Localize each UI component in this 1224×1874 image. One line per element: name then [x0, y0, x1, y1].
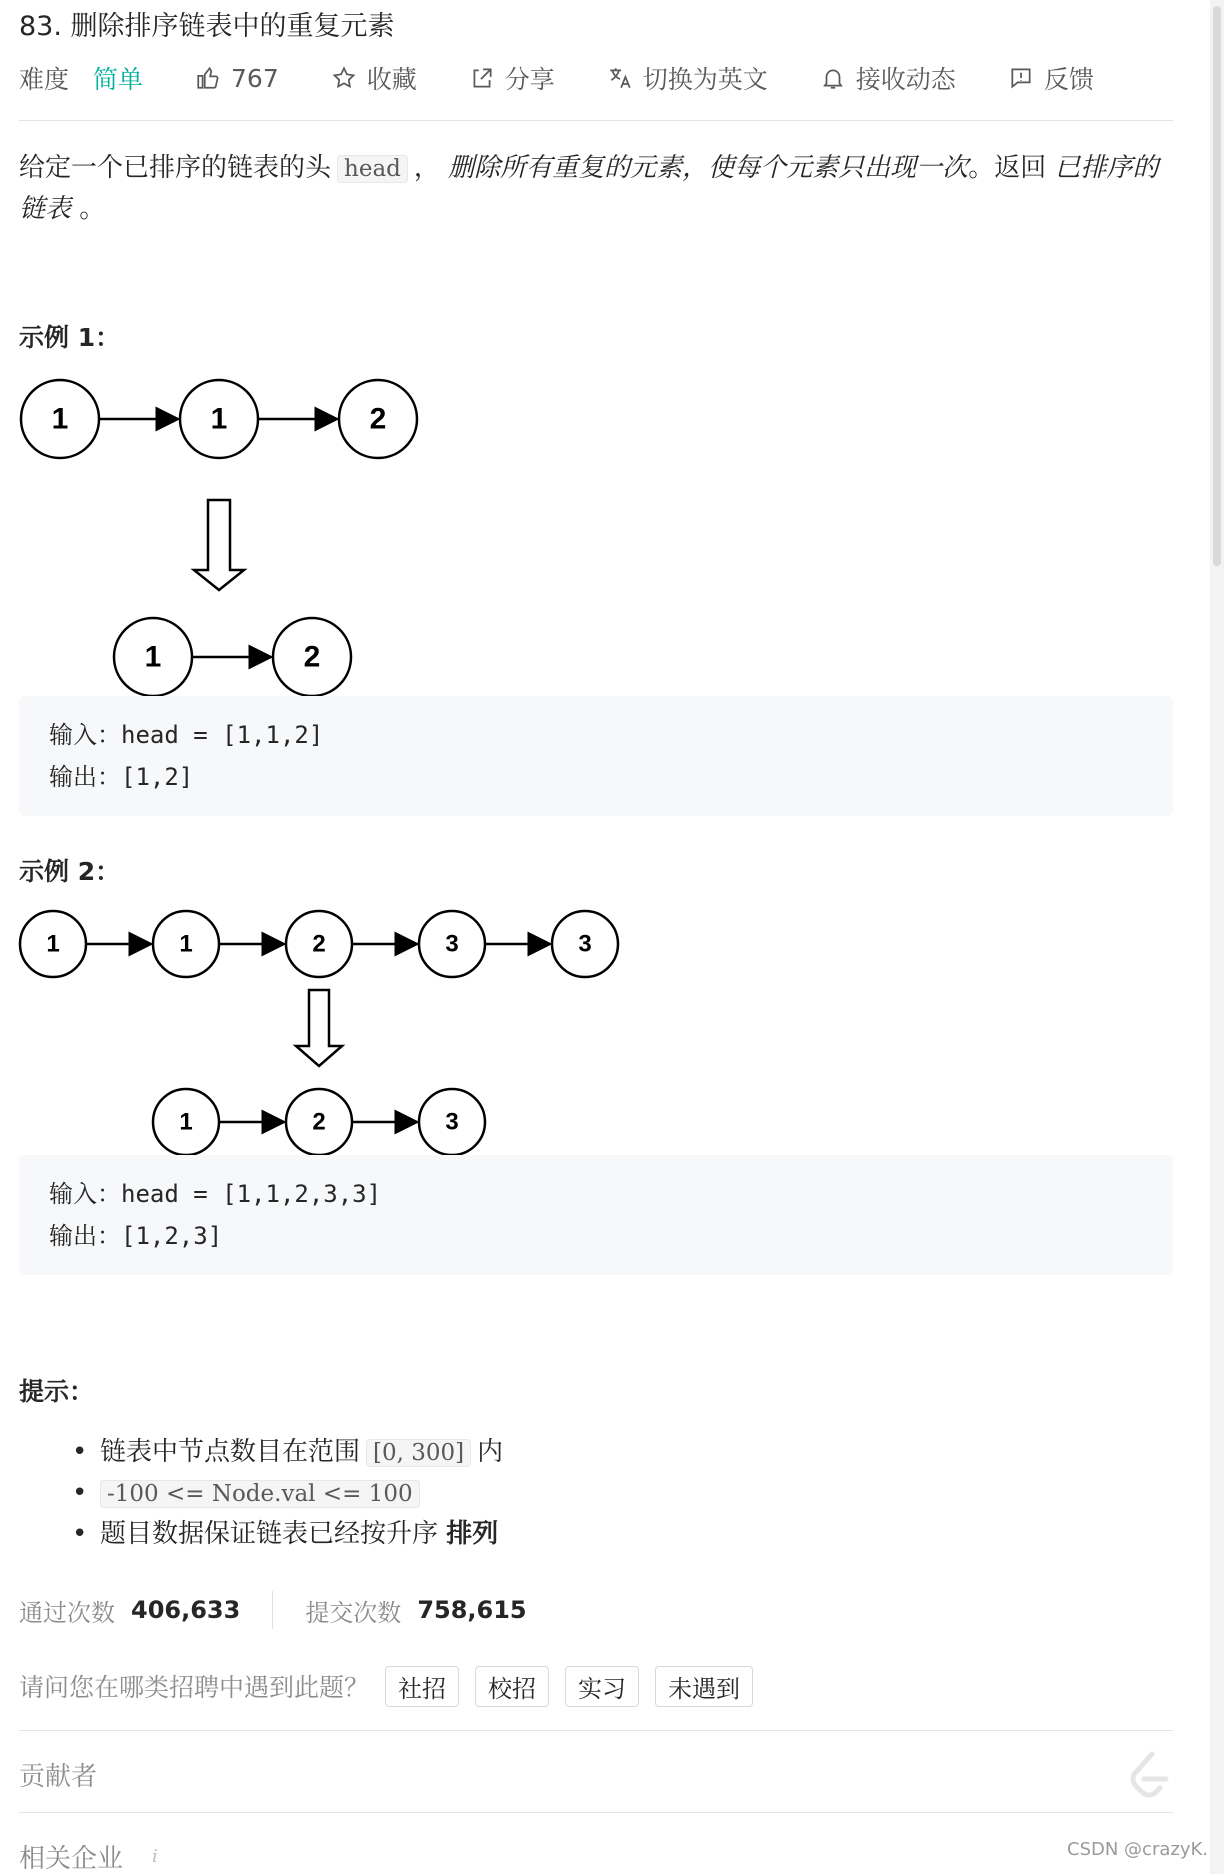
list-node	[21, 380, 99, 458]
option-internship[interactable]: 实习	[565, 1666, 639, 1707]
accepted-count: 406,633	[131, 1596, 241, 1624]
bell-icon	[820, 65, 846, 91]
option-not-met[interactable]: 未遇到	[655, 1666, 753, 1707]
list-node	[180, 380, 258, 458]
translate-button[interactable]	[607, 60, 768, 96]
feedback-icon	[1008, 65, 1034, 91]
svg-text:1: 1	[210, 402, 228, 436]
svg-text:3: 3	[445, 1108, 459, 1136]
leetcode-logo-icon	[1120, 1746, 1176, 1802]
code-output-line: 输出：[1,2,3]	[49, 1222, 223, 1250]
accepted-label: 通过次数	[19, 1598, 115, 1627]
difficulty-value: 简单	[93, 65, 144, 94]
subscribe-button[interactable]	[820, 60, 956, 96]
example-2-code	[19, 1155, 1173, 1275]
like-count: 767	[231, 63, 279, 93]
example-2-diagram	[0, 904, 640, 1158]
example-1-code	[19, 696, 1173, 816]
list-node	[20, 911, 86, 977]
list-node	[114, 618, 192, 696]
hints-heading: 提示：	[19, 1377, 95, 1406]
share-icon	[469, 65, 495, 91]
difficulty-label: 难度	[19, 65, 70, 94]
scrollbar[interactable]	[1210, 0, 1224, 1874]
list-node	[339, 380, 417, 458]
scrollbar-thumb[interactable]	[1213, 6, 1221, 566]
code-input-line: 输入：head = [1,1,2,3,3]	[49, 1180, 382, 1208]
svg-text:1: 1	[144, 640, 162, 674]
svg-text:1: 1	[179, 930, 193, 958]
description-end: 。	[79, 194, 106, 224]
list-node	[419, 1089, 485, 1155]
list-node	[286, 1089, 352, 1155]
hint-text: 链表中节点数目在范围	[100, 1437, 361, 1467]
svg-text:2: 2	[303, 640, 321, 674]
related-companies-section[interactable]: 相关企业	[19, 1844, 124, 1874]
hint-item	[100, 1473, 503, 1514]
divider	[19, 120, 1173, 121]
down-arrow-icon	[296, 990, 342, 1066]
down-arrow-icon	[194, 500, 244, 590]
divider	[19, 1812, 1173, 1813]
star-icon	[331, 65, 357, 91]
problem-description	[19, 148, 1179, 229]
description-comma: ，	[413, 153, 440, 183]
svg-text:2: 2	[369, 402, 387, 436]
example-1-heading: 示例 1：	[19, 323, 121, 352]
hint-text: 内	[477, 1437, 504, 1467]
interview-question	[19, 1666, 753, 1706]
translate-label: 切换为英文	[642, 65, 768, 94]
description-emphasis-2: 已排序的链表	[19, 153, 1159, 224]
feedback-label: 反馈	[1043, 65, 1094, 94]
divider	[19, 1730, 1173, 1731]
submission-stats	[19, 1590, 527, 1630]
list-node	[286, 911, 352, 977]
favorite-label: 收藏	[366, 65, 417, 94]
code-output-line: 输出：[1,2]	[49, 763, 194, 791]
favorite-button[interactable]	[331, 60, 417, 96]
translate-icon	[607, 65, 633, 91]
share-button[interactable]	[469, 60, 555, 96]
hint-code: -100 <= Node.val <= 100	[100, 1480, 420, 1508]
description-text-2: 。返回	[968, 153, 1047, 183]
hint-bold: 排列	[446, 1519, 499, 1549]
svg-text:2: 2	[312, 930, 326, 958]
description-emphasis: 删除所有重复的元素，使每个元素只出现一次	[448, 153, 969, 183]
code-input-line: 输入：head = [1,1,2]	[49, 721, 324, 749]
svg-text:3: 3	[578, 930, 592, 958]
list-node	[419, 911, 485, 977]
contributors-section[interactable]: 贡献者	[19, 1762, 98, 1792]
option-social-hire[interactable]: 社招	[385, 1666, 459, 1707]
list-node	[552, 911, 618, 977]
problem-title: 83. 删除排序链表中的重复元素	[19, 11, 395, 42]
list-node	[153, 911, 219, 977]
submitted-label: 提交次数	[305, 1598, 402, 1627]
svg-text:1: 1	[179, 1108, 193, 1136]
example-2-heading: 示例 2：	[19, 857, 121, 886]
description-text: 给定一个已排序的链表的头	[19, 153, 332, 183]
list-node	[153, 1089, 219, 1155]
stats-divider	[272, 1591, 273, 1629]
hint-item	[100, 1432, 503, 1473]
share-label: 分享	[504, 65, 555, 94]
feedback-button[interactable]	[1008, 60, 1094, 96]
meta-bar	[19, 58, 1146, 98]
svg-text:2: 2	[312, 1108, 326, 1136]
list-node	[273, 618, 351, 696]
hint-item	[100, 1514, 503, 1554]
like-button[interactable]	[195, 64, 279, 93]
question-prompt: 请问您在哪类招聘中遇到此题？	[19, 1673, 370, 1702]
hints-list	[100, 1432, 503, 1554]
hint-text: 题目数据保证链表已经按升序	[100, 1519, 439, 1549]
subscribe-label: 接收动态	[855, 65, 956, 94]
watermark: CSDN @crazyK.	[1067, 1839, 1208, 1860]
svg-text:1: 1	[46, 930, 60, 958]
thumbs-up-icon	[195, 65, 221, 91]
hint-code: [0, 300]	[366, 1439, 471, 1467]
example-1-diagram	[0, 370, 460, 704]
option-campus-hire[interactable]: 校招	[475, 1666, 549, 1707]
svg-text:3: 3	[445, 930, 459, 958]
svg-text:1: 1	[51, 402, 69, 436]
inline-code-head: head	[337, 155, 408, 183]
info-icon[interactable]: i	[152, 1846, 158, 1867]
submitted-count: 758,615	[417, 1596, 527, 1624]
